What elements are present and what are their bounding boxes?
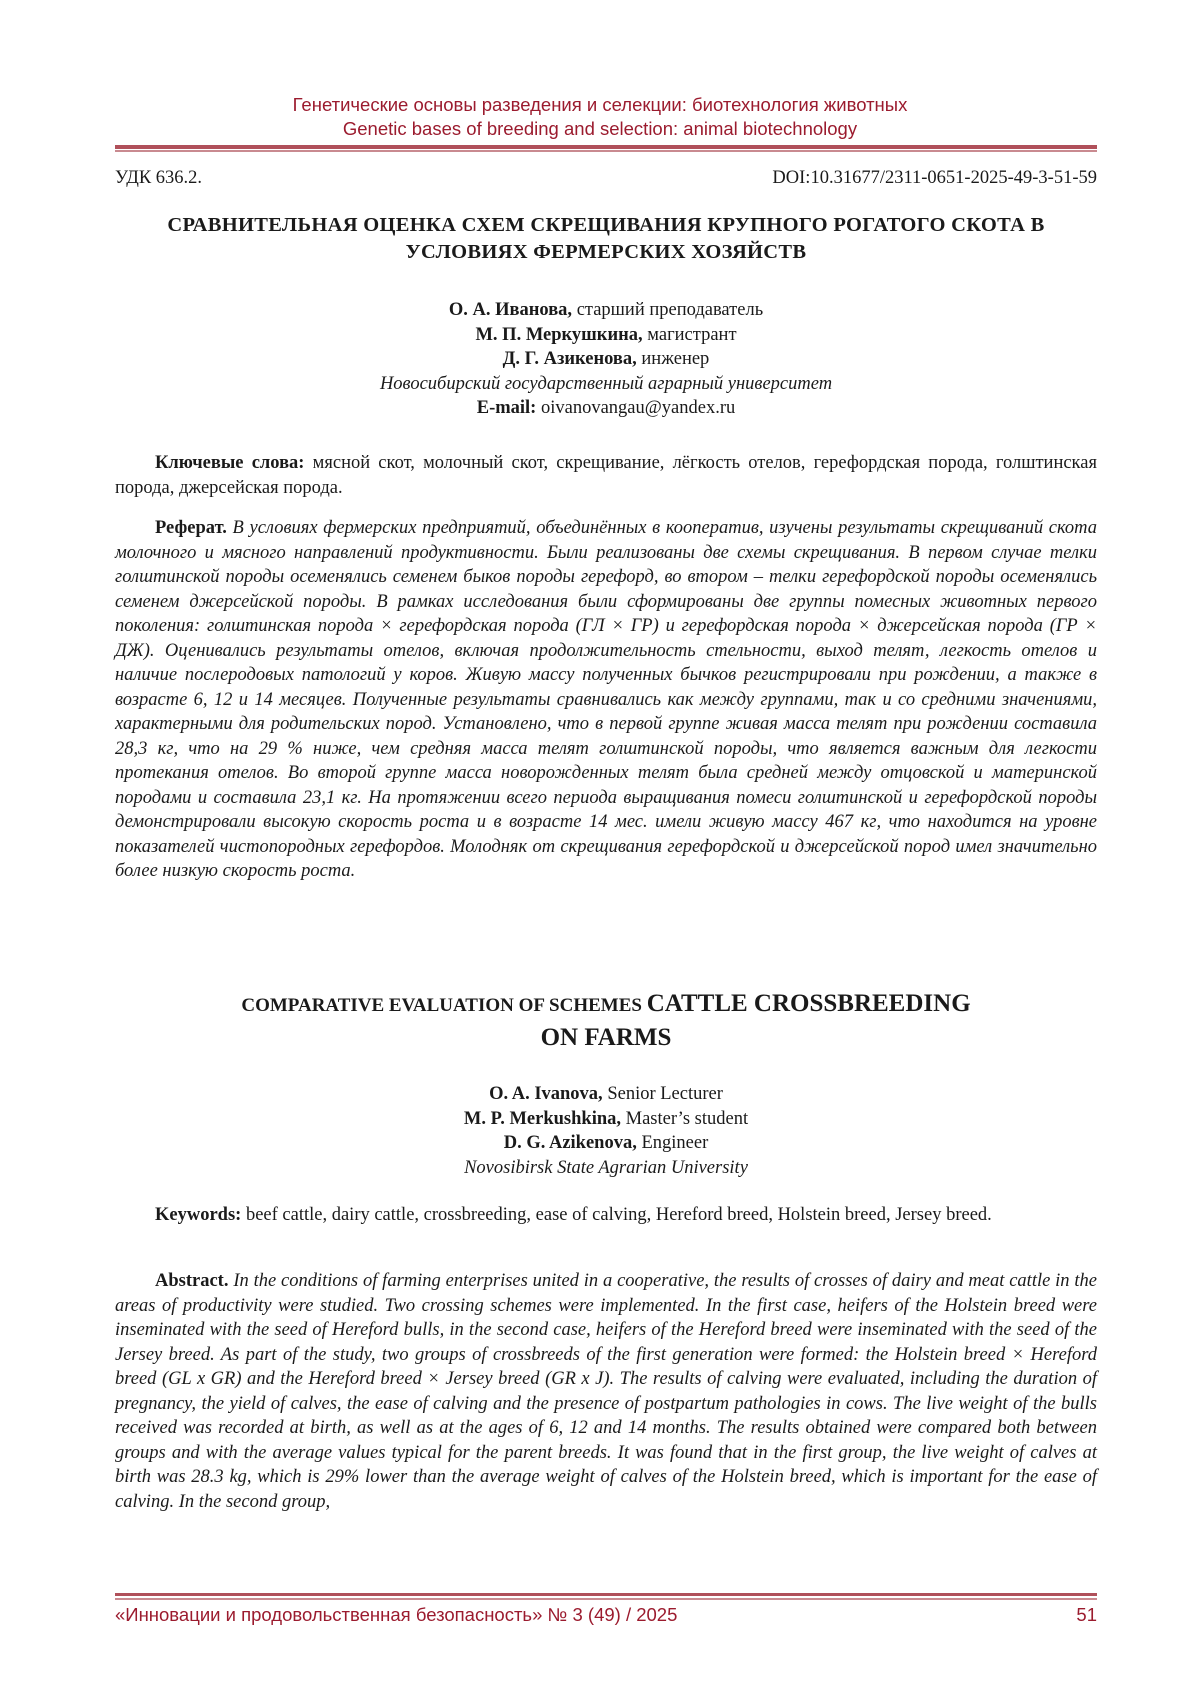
keywords-label-ru: Ключевые слова: — [155, 453, 305, 473]
abstract-en — [115, 1269, 1097, 1514]
author-role: инженер — [636, 349, 710, 369]
affiliation-ru: Новосибирский государственный аграрный университет — [379, 373, 833, 394]
running-header-ru: Генетические основы разведения и селекции: биотехнология животных — [292, 94, 908, 115]
author-line — [115, 1082, 1097, 1107]
header-divider — [115, 145, 1097, 149]
header-divider-thin — [115, 150, 1097, 152]
author-line — [115, 323, 1097, 348]
keywords-text-ru: мясной скот, молочный скот, скрещивание, лёгкость отелов, герефордская порода, голштинская порода, джерсейская порода. — [115, 453, 1097, 498]
author-role: Engineer — [636, 1133, 709, 1153]
running-header-en: Genetic bases of breeding and selection: animal biotechnology — [342, 118, 858, 139]
author-role: Senior Lecturer — [602, 1084, 723, 1104]
author-line — [115, 298, 1097, 323]
running-footer — [115, 1604, 1097, 1626]
author-name: D. G. Azikenova, — [503, 1133, 637, 1153]
title-en-line2: ON FARMS — [540, 1024, 672, 1051]
abstract-label-en: Abstract. — [155, 1271, 229, 1291]
author-name: O. A. Ivanova, — [489, 1084, 603, 1104]
article-meta — [115, 168, 1097, 189]
article-title-en — [115, 988, 1097, 1054]
authors-block-ru — [115, 298, 1097, 421]
author-name: М. П. Меркушкина, — [475, 324, 643, 345]
article-title-ru: СРАВНИТЕЛЬНАЯ ОЦЕНКА СХЕМ СКРЕЩИВАНИЯ КРУПНОГО РОГАТОГО СКОТА В УСЛОВИЯХ ФЕРМЕРСКИХ ХОЗЯЙСТВ — [167, 214, 1045, 263]
footer-divider — [115, 1593, 1097, 1596]
title-en-part2: CATTLE CROSSBREEDING — [646, 990, 971, 1017]
author-role: Master’s student — [621, 1108, 749, 1129]
author-name: M. P. Merkushkina, — [463, 1108, 621, 1129]
abstract-text-ru: В условиях фермерских предприятий, объединённых в кооператив, изучены результаты скрещиваний скота молочного и мясного направлений продуктивности. Были реализованы две схемы скрещивания. В первом случае телки голштинской породы осеменялись семенем быков породы герефорд, во втором – телки герефордской породы осеменялись семенем джерсейской породы. В рамках исследования были сформированы две группы помесных животных первого поколения: голштинская порода × герефордская порода (ГЛ × ГР) и герефордская порода × джерсейская порода (ГР × ДЖ). Оценивались результаты отелов, включая продолжительность стельности, выход телят, легкость отелов и наличие послеродовых патологий у коров. Живую массу полученных бычков регистрировали при рождении, а также в возрасте 6, 12 и 14 месяцев. Полученные результаты сравнивались как между группами, так и со средними значениями, характерными для родительских пород. Установлено, что в первой группе живая масса телят при рождении составила 28,3 кг, что на 29 % ниже, чем средняя масса телят голштинской породы, что является важным для легкости протекания отелов. Во второй группе масса новорожденных телят была средней между отцовской и материнской породами и составила 23,1 кг. На протяжении всего периода выращивания помеси голштинской и герефордской породы демонстрировали высокую скорость роста и в возрасте 14 мес. имели живую массу 467 кг, что находится на уровне показателей чистопородных герефордов. Молодняк от скрещивания герефордской и джерсейской пород имел значительно более низкую скорость роста. — [115, 518, 1097, 881]
udk-code: УДК 636.2. — [115, 168, 203, 188]
abstract-text-en: In the conditions of farming enterprises united in a cooperative, the results of crosses of dairy and meat cattle in the areas of productivity were studied. Two crossing schemes were implemented. In the first case, heifers of the Holstein breed were inseminated with the seed of Hereford bulls, in the second case, heifers of the Hereford breed were inseminated with the seed of the Jersey breed. As part of the study, two groups of crossbreeds of the first generation were formed: the Holstein breed × Hereford breed (GL x GR) and the Hereford breed × Jersey breed (GR x J). The results of calving were evaluated, including the duration of pregnancy, the yield of calves, the ease of calving and the presence of postpartum pathologies in cows. The live weight of the bulls received was recorded at birth, as well as at the ages of 6, 12 and 14 months. The results obtained were compared both between groups and with the average values typical for the parent breeds. It was found that in the first group, the live weight of calves at birth was 28.3 kg, which is 29% lower than the average weight of calves of the Holstein breed, which is important for the ease of calving. In the second group, — [115, 1271, 1097, 1512]
running-header — [0, 93, 1200, 141]
keywords-en — [115, 1203, 1097, 1228]
authors-block-en — [115, 1082, 1097, 1180]
author-role: магистрант — [642, 324, 737, 345]
keywords-ru — [115, 451, 1097, 500]
keywords-label-en: Keywords: — [155, 1205, 242, 1225]
page-number: 51 — [1076, 1604, 1097, 1625]
journal-citation: «Инновации и продовольственная безопасность» № 3 (49) / 2025 — [115, 1604, 678, 1625]
author-line — [115, 1131, 1097, 1156]
author-name: О. А. Иванова, — [448, 300, 573, 320]
email-line — [115, 396, 1097, 421]
author-role: старший преподаватель — [572, 300, 764, 320]
doi-identifier: DOI:10.31677/2311-0651-2025-49-3-51-59 — [772, 168, 1097, 188]
email-label: E-mail: — [476, 398, 537, 418]
author-name: Д. Г. Азикенова, — [502, 349, 637, 369]
footer-divider-thin — [115, 1598, 1097, 1600]
affiliation-en: Novosibirsk State Agrarian University — [464, 1157, 748, 1178]
title-en-part1: COMPARATIVE EVALUATION OF SCHEMES — [241, 995, 647, 1016]
author-line — [115, 347, 1097, 372]
keywords-text-en: beef cattle, dairy cattle, crossbreeding, ease of calving, Hereford breed, Holstein breed, Jersey breed. — [241, 1205, 992, 1225]
abstract-ru — [115, 516, 1097, 884]
author-line — [115, 1107, 1097, 1132]
email-address[interactable]: oivanovangau@yandex.ru — [536, 398, 736, 418]
abstract-label-ru: Реферат. — [155, 518, 227, 538]
